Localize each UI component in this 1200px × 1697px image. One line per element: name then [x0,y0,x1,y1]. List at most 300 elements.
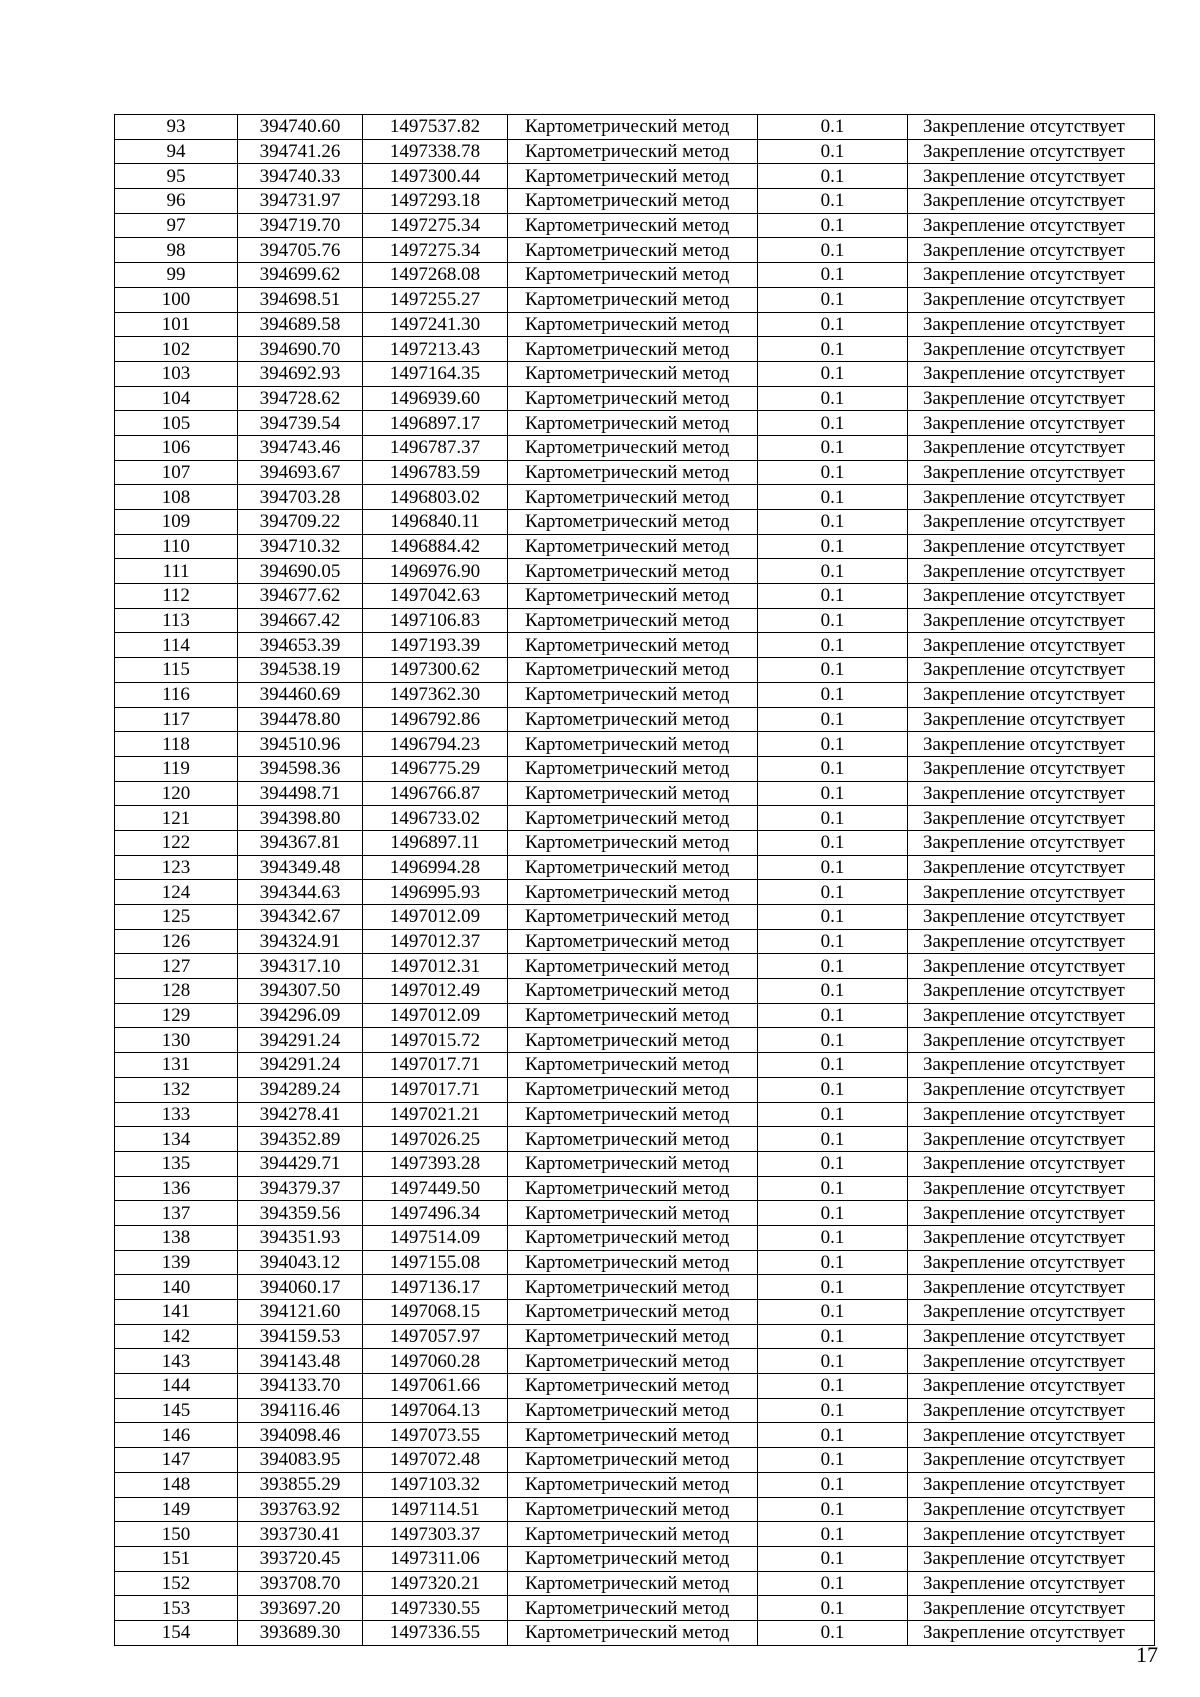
accuracy-cell: 0.1 [758,1398,908,1423]
table-row [115,164,1155,189]
y-coordinate-cell: 1497072.48 [363,1448,508,1473]
point-number-cell: 148 [115,1472,238,1497]
method-cell: Картометрический метод [508,1176,758,1201]
x-coordinate-cell: 394352.89 [238,1127,363,1152]
point-number-cell: 139 [115,1250,238,1275]
point-number-cell: 140 [115,1275,238,1300]
x-coordinate-cell: 394709.22 [238,510,363,535]
y-coordinate-cell: 1496792.86 [363,707,508,732]
method-cell: Картометрический метод [508,756,758,781]
accuracy-cell: 0.1 [758,361,908,386]
x-coordinate-cell: 394699.62 [238,263,363,288]
method-cell: Картометрический метод [508,435,758,460]
table-row [115,732,1155,757]
method-cell: Картометрический метод [508,485,758,510]
y-coordinate-cell: 1497026.25 [363,1127,508,1152]
method-cell: Картометрический метод [508,633,758,658]
table-row [115,830,1155,855]
point-number-cell: 108 [115,485,238,510]
accuracy-cell: 0.1 [758,1028,908,1053]
y-coordinate-cell: 1497064.13 [363,1398,508,1423]
method-cell: Картометрический метод [508,238,758,263]
accuracy-cell: 0.1 [758,534,908,559]
fixing-cell: Закрепление отсутствует [908,1053,1155,1078]
table-row [115,1028,1155,1053]
x-coordinate-cell: 394498.71 [238,781,363,806]
point-number-cell: 133 [115,1102,238,1127]
method-cell: Картометрический метод [508,979,758,1004]
point-number-cell: 154 [115,1620,238,1645]
x-coordinate-cell: 394379.37 [238,1176,363,1201]
table-row [115,435,1155,460]
method-cell: Картометрический метод [508,707,758,732]
table-row [115,1127,1155,1152]
accuracy-cell: 0.1 [758,435,908,460]
fixing-cell: Закрепление отсутствует [908,1546,1155,1571]
y-coordinate-cell: 1497449.50 [363,1176,508,1201]
point-number-cell: 102 [115,337,238,362]
accuracy-cell: 0.1 [758,510,908,535]
fixing-cell: Закрепление отсутствует [908,460,1155,485]
accuracy-cell: 0.1 [758,682,908,707]
fixing-cell: Закрепление отсутствует [908,633,1155,658]
method-cell: Картометрический метод [508,1472,758,1497]
fixing-cell: Закрепление отсутствует [908,1349,1155,1374]
table-row [115,1448,1155,1473]
fixing-cell: Закрепление отсутствует [908,806,1155,831]
point-number-cell: 138 [115,1225,238,1250]
x-coordinate-cell: 394739.54 [238,411,363,436]
accuracy-cell: 0.1 [758,633,908,658]
table-row [115,1546,1155,1571]
point-number-cell: 149 [115,1497,238,1522]
y-coordinate-cell: 1497164.35 [363,361,508,386]
method-cell: Картометрический метод [508,1398,758,1423]
point-number-cell: 147 [115,1448,238,1473]
table-row [115,1374,1155,1399]
table-row [115,905,1155,930]
accuracy-cell: 0.1 [758,1497,908,1522]
fixing-cell: Закрепление отсутствует [908,732,1155,757]
accuracy-cell: 0.1 [758,238,908,263]
accuracy-cell: 0.1 [758,213,908,238]
fixing-cell: Закрепление отсутствует [908,1571,1155,1596]
x-coordinate-cell: 394159.53 [238,1324,363,1349]
table-row [115,1324,1155,1349]
point-number-cell: 132 [115,1077,238,1102]
table-row [115,1423,1155,1448]
table-row [115,1176,1155,1201]
fixing-cell: Закрепление отсутствует [908,781,1155,806]
point-number-cell: 144 [115,1374,238,1399]
y-coordinate-cell: 1496995.93 [363,880,508,905]
accuracy-cell: 0.1 [758,830,908,855]
y-coordinate-cell: 1497061.66 [363,1374,508,1399]
x-coordinate-cell: 394478.80 [238,707,363,732]
x-coordinate-cell: 394344.63 [238,880,363,905]
method-cell: Картометрический метод [508,263,758,288]
point-number-cell: 129 [115,1003,238,1028]
method-cell: Картометрический метод [508,1571,758,1596]
point-number-cell: 121 [115,806,238,831]
fixing-cell: Закрепление отсутствует [908,1398,1155,1423]
accuracy-cell: 0.1 [758,855,908,880]
point-number-cell: 95 [115,164,238,189]
fixing-cell: Закрепление отсутствует [908,1423,1155,1448]
method-cell: Картометрический метод [508,287,758,312]
y-coordinate-cell: 1497073.55 [363,1423,508,1448]
fixing-cell: Закрепление отсутствует [908,1028,1155,1053]
y-coordinate-cell: 1497213.43 [363,337,508,362]
accuracy-cell: 0.1 [758,1522,908,1547]
accuracy-cell: 0.1 [758,1620,908,1645]
y-coordinate-cell: 1497012.49 [363,979,508,1004]
method-cell: Картометрический метод [508,682,758,707]
method-cell: Картометрический метод [508,559,758,584]
x-coordinate-cell: 394689.58 [238,312,363,337]
fixing-cell: Закрепление отсутствует [908,337,1155,362]
table-row [115,1620,1155,1645]
method-cell: Картометрический метод [508,1546,758,1571]
y-coordinate-cell: 1497320.21 [363,1571,508,1596]
accuracy-cell: 0.1 [758,1201,908,1226]
accuracy-cell: 0.1 [758,905,908,930]
y-coordinate-cell: 1497042.63 [363,584,508,609]
x-coordinate-cell: 393730.41 [238,1522,363,1547]
accuracy-cell: 0.1 [758,1127,908,1152]
table-row [115,806,1155,831]
table-row [115,1151,1155,1176]
table-row [115,139,1155,164]
method-cell: Картометрический метод [508,1324,758,1349]
y-coordinate-cell: 1497275.34 [363,213,508,238]
fixing-cell: Закрепление отсутствует [908,756,1155,781]
coordinates-table [114,114,1155,1646]
accuracy-cell: 0.1 [758,115,908,140]
y-coordinate-cell: 1496783.59 [363,460,508,485]
fixing-cell: Закрепление отсутствует [908,485,1155,510]
accuracy-cell: 0.1 [758,337,908,362]
x-coordinate-cell: 394677.62 [238,584,363,609]
x-coordinate-cell: 394728.62 [238,386,363,411]
y-coordinate-cell: 1496775.29 [363,756,508,781]
method-cell: Картометрический метод [508,1003,758,1028]
point-number-cell: 143 [115,1349,238,1374]
fixing-cell: Закрепление отсутствует [908,658,1155,683]
fixing-cell: Закрепление отсутствует [908,1176,1155,1201]
table-row [115,1472,1155,1497]
fixing-cell: Закрепление отсутствует [908,115,1155,140]
method-cell: Картометрический метод [508,1497,758,1522]
fixing-cell: Закрепление отсутствует [908,411,1155,436]
accuracy-cell: 0.1 [758,386,908,411]
point-number-cell: 122 [115,830,238,855]
fixing-cell: Закрепление отсутствует [908,1522,1155,1547]
y-coordinate-cell: 1497012.31 [363,954,508,979]
y-coordinate-cell: 1497241.30 [363,312,508,337]
accuracy-cell: 0.1 [758,1596,908,1621]
method-cell: Картометрический метод [508,1522,758,1547]
accuracy-cell: 0.1 [758,1448,908,1473]
table-row [115,707,1155,732]
method-cell: Картометрический метод [508,1448,758,1473]
fixing-cell: Закрепление отсутствует [908,1448,1155,1473]
y-coordinate-cell: 1496733.02 [363,806,508,831]
table-row [115,1349,1155,1374]
accuracy-cell: 0.1 [758,979,908,1004]
method-cell: Картометрический метод [508,1077,758,1102]
y-coordinate-cell: 1496884.42 [363,534,508,559]
fixing-cell: Закрепление отсутствует [908,312,1155,337]
fixing-cell: Закрепление отсутствует [908,1472,1155,1497]
y-coordinate-cell: 1497362.30 [363,682,508,707]
y-coordinate-cell: 1497300.62 [363,658,508,683]
y-coordinate-cell: 1497060.28 [363,1349,508,1374]
fixing-cell: Закрепление отсутствует [908,287,1155,312]
fixing-cell: Закрепление отсутствует [908,880,1155,905]
accuracy-cell: 0.1 [758,263,908,288]
table-row [115,1522,1155,1547]
table-row [115,1053,1155,1078]
fixing-cell: Закрепление отсутствует [908,189,1155,214]
accuracy-cell: 0.1 [758,164,908,189]
point-number-cell: 117 [115,707,238,732]
x-coordinate-cell: 393708.70 [238,1571,363,1596]
y-coordinate-cell: 1496803.02 [363,485,508,510]
accuracy-cell: 0.1 [758,584,908,609]
x-coordinate-cell: 393689.30 [238,1620,363,1645]
point-number-cell: 93 [115,115,238,140]
table-row [115,287,1155,312]
table-row [115,1102,1155,1127]
method-cell: Картометрический метод [508,1201,758,1226]
point-number-cell: 104 [115,386,238,411]
point-number-cell: 123 [115,855,238,880]
method-cell: Картометрический метод [508,806,758,831]
point-number-cell: 146 [115,1423,238,1448]
y-coordinate-cell: 1496939.60 [363,386,508,411]
x-coordinate-cell: 394690.05 [238,559,363,584]
method-cell: Картометрический метод [508,954,758,979]
accuracy-cell: 0.1 [758,929,908,954]
accuracy-cell: 0.1 [758,1151,908,1176]
x-coordinate-cell: 394538.19 [238,658,363,683]
table-row [115,115,1155,140]
x-coordinate-cell: 394693.67 [238,460,363,485]
accuracy-cell: 0.1 [758,411,908,436]
table-row [115,238,1155,263]
table-row [115,1571,1155,1596]
accuracy-cell: 0.1 [758,608,908,633]
point-number-cell: 105 [115,411,238,436]
point-number-cell: 151 [115,1546,238,1571]
x-coordinate-cell: 394060.17 [238,1275,363,1300]
x-coordinate-cell: 394740.33 [238,164,363,189]
table-row [115,658,1155,683]
method-cell: Картометрический метод [508,139,758,164]
accuracy-cell: 0.1 [758,806,908,831]
x-coordinate-cell: 394342.67 [238,905,363,930]
fixing-cell: Закрепление отсутствует [908,954,1155,979]
x-coordinate-cell: 394116.46 [238,1398,363,1423]
table-row [115,361,1155,386]
fixing-cell: Закрепление отсутствует [908,707,1155,732]
method-cell: Картометрический метод [508,905,758,930]
y-coordinate-cell: 1497537.82 [363,115,508,140]
accuracy-cell: 0.1 [758,732,908,757]
point-number-cell: 97 [115,213,238,238]
x-coordinate-cell: 394398.80 [238,806,363,831]
accuracy-cell: 0.1 [758,781,908,806]
x-coordinate-cell: 394460.69 [238,682,363,707]
point-number-cell: 111 [115,559,238,584]
accuracy-cell: 0.1 [758,1225,908,1250]
point-number-cell: 152 [115,1571,238,1596]
x-coordinate-cell: 394143.48 [238,1349,363,1374]
point-number-cell: 118 [115,732,238,757]
fixing-cell: Закрепление отсутствует [908,213,1155,238]
y-coordinate-cell: 1497300.44 [363,164,508,189]
point-number-cell: 99 [115,263,238,288]
accuracy-cell: 0.1 [758,707,908,732]
fixing-cell: Закрепление отсутствует [908,979,1155,1004]
accuracy-cell: 0.1 [758,1003,908,1028]
method-cell: Картометрический метод [508,855,758,880]
x-coordinate-cell: 394510.96 [238,732,363,757]
table-row [115,781,1155,806]
point-number-cell: 150 [115,1522,238,1547]
y-coordinate-cell: 1496787.37 [363,435,508,460]
y-coordinate-cell: 1497393.28 [363,1151,508,1176]
point-number-cell: 136 [115,1176,238,1201]
method-cell: Картометрический метод [508,1620,758,1645]
point-number-cell: 153 [115,1596,238,1621]
x-coordinate-cell: 394719.70 [238,213,363,238]
method-cell: Картометрический метод [508,213,758,238]
point-number-cell: 125 [115,905,238,930]
y-coordinate-cell: 1496794.23 [363,732,508,757]
method-cell: Картометрический метод [508,1374,758,1399]
fixing-cell: Закрепление отсутствует [908,164,1155,189]
accuracy-cell: 0.1 [758,756,908,781]
fixing-cell: Закрепление отсутствует [908,905,1155,930]
table-row [115,855,1155,880]
fixing-cell: Закрепление отсутствует [908,559,1155,584]
y-coordinate-cell: 1496976.90 [363,559,508,584]
method-cell: Картометрический метод [508,411,758,436]
x-coordinate-cell: 394043.12 [238,1250,363,1275]
fixing-cell: Закрепление отсутствует [908,1127,1155,1152]
y-coordinate-cell: 1497012.37 [363,929,508,954]
coordinates-table-body [115,115,1155,1646]
accuracy-cell: 0.1 [758,189,908,214]
table-row [115,460,1155,485]
y-coordinate-cell: 1496840.11 [363,510,508,535]
x-coordinate-cell: 394710.32 [238,534,363,559]
table-row [115,608,1155,633]
table-row [115,1596,1155,1621]
fixing-cell: Закрепление отсутствует [908,1596,1155,1621]
point-number-cell: 131 [115,1053,238,1078]
method-cell: Картометрический метод [508,1596,758,1621]
accuracy-cell: 0.1 [758,954,908,979]
table-row [115,534,1155,559]
point-number-cell: 112 [115,584,238,609]
accuracy-cell: 0.1 [758,312,908,337]
fixing-cell: Закрепление отсутствует [908,855,1155,880]
table-row [115,337,1155,362]
point-number-cell: 124 [115,880,238,905]
point-number-cell: 103 [115,361,238,386]
method-cell: Картометрический метод [508,1225,758,1250]
method-cell: Картометрический метод [508,830,758,855]
table-row [115,1497,1155,1522]
x-coordinate-cell: 393720.45 [238,1546,363,1571]
x-coordinate-cell: 394692.93 [238,361,363,386]
point-number-cell: 114 [115,633,238,658]
table-row [115,1398,1155,1423]
fixing-cell: Закрепление отсутствует [908,534,1155,559]
y-coordinate-cell: 1497136.17 [363,1275,508,1300]
y-coordinate-cell: 1497336.55 [363,1620,508,1645]
accuracy-cell: 0.1 [758,460,908,485]
y-coordinate-cell: 1497103.32 [363,1472,508,1497]
y-coordinate-cell: 1497017.71 [363,1077,508,1102]
method-cell: Картометрический метод [508,510,758,535]
method-cell: Картометрический метод [508,658,758,683]
y-coordinate-cell: 1496897.11 [363,830,508,855]
fixing-cell: Закрепление отсутствует [908,1151,1155,1176]
x-coordinate-cell: 394731.97 [238,189,363,214]
point-number-cell: 145 [115,1398,238,1423]
point-number-cell: 126 [115,929,238,954]
method-cell: Картометрический метод [508,732,758,757]
method-cell: Картометрический метод [508,584,758,609]
fixing-cell: Закрепление отсутствует [908,386,1155,411]
accuracy-cell: 0.1 [758,1077,908,1102]
point-number-cell: 101 [115,312,238,337]
x-coordinate-cell: 394278.41 [238,1102,363,1127]
accuracy-cell: 0.1 [758,139,908,164]
fixing-cell: Закрепление отсутствует [908,584,1155,609]
fixing-cell: Закрепление отсутствует [908,263,1155,288]
point-number-cell: 135 [115,1151,238,1176]
accuracy-cell: 0.1 [758,1300,908,1325]
page-number: 17 [1136,1642,1158,1667]
y-coordinate-cell: 1497275.34 [363,238,508,263]
x-coordinate-cell: 394083.95 [238,1448,363,1473]
fixing-cell: Закрепление отсутствует [908,1201,1155,1226]
table-row [115,1201,1155,1226]
x-coordinate-cell: 394741.26 [238,139,363,164]
x-coordinate-cell: 394598.36 [238,756,363,781]
point-number-cell: 107 [115,460,238,485]
accuracy-cell: 0.1 [758,287,908,312]
point-number-cell: 127 [115,954,238,979]
table-row [115,929,1155,954]
table-row [115,1225,1155,1250]
x-coordinate-cell: 394667.42 [238,608,363,633]
x-coordinate-cell: 394703.28 [238,485,363,510]
method-cell: Картометрический метод [508,1102,758,1127]
fixing-cell: Закрепление отсутствует [908,1374,1155,1399]
point-number-cell: 130 [115,1028,238,1053]
point-number-cell: 100 [115,287,238,312]
y-coordinate-cell: 1496897.17 [363,411,508,436]
table-row [115,386,1155,411]
x-coordinate-cell: 394121.60 [238,1300,363,1325]
fixing-cell: Закрепление отсутствует [908,1620,1155,1645]
